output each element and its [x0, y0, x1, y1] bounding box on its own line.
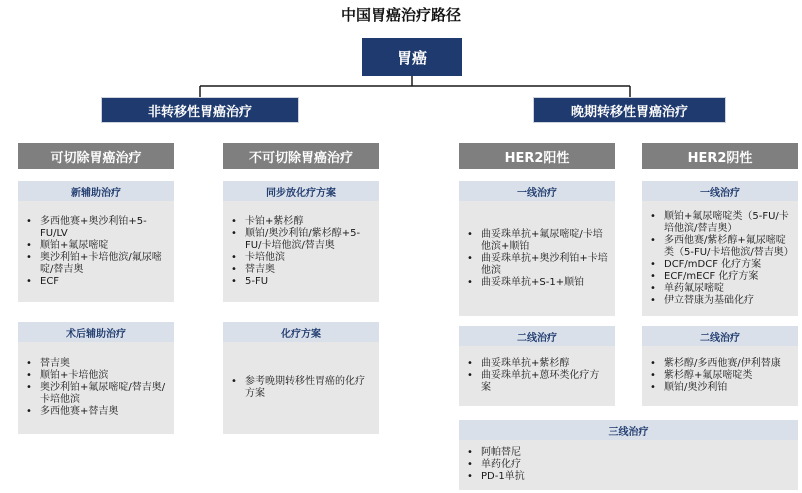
- branch-non-metastatic: 非转移性胃癌治疗: [101, 97, 299, 123]
- list-item: • 曲妥珠单抗+氟尿嘧啶/卡培他滨+顺铂: [467, 229, 609, 253]
- panel-heading: 二线治疗: [642, 326, 798, 346]
- subbranch-resectable: 可切除胃癌治疗: [18, 143, 174, 169]
- root-node-gastric-cancer: 胃癌: [362, 38, 462, 76]
- list-item: • 曲妥珠单抗+蒽环类化疗方案: [467, 370, 609, 394]
- panel-heading: 一线治疗: [459, 181, 615, 201]
- list-item: • 阿帕替尼: [467, 447, 792, 459]
- list-item: • 参考晚期转移性胃癌的化疗方案: [231, 376, 373, 400]
- list-item: • 单药氟尿嘧啶: [650, 283, 792, 295]
- page-title: 中国胃癌治疗路径: [340, 6, 461, 24]
- list-item: • 曲妥珠单抗+紫杉醇: [467, 358, 609, 370]
- list-item: • 奥沙利铂+氟尿嘧啶/替吉奥/卡培他滨: [26, 382, 168, 406]
- list-item: • 顺铂/奥沙利铂/紫杉醇+5-FU/卡培他滨/替吉奥: [231, 228, 373, 252]
- panel-heading: 新辅助治疗: [18, 181, 174, 201]
- subbranch-unresectable: 不可切除胃癌治疗: [223, 143, 379, 169]
- list-item: • 卡培他滨: [231, 252, 373, 264]
- panel-her2-negative-first-line: [642, 181, 798, 316]
- panel-her2-negative-second-line: [642, 326, 798, 406]
- list-item: • 多西他赛+奥沙利铂+5-FU/LV: [26, 216, 168, 240]
- list-item: • 顺铂+氟尿嘧啶类（5-FU/卡培他滨/替吉奥）: [650, 211, 792, 235]
- list-item: • 替吉奥: [26, 358, 168, 370]
- list-item: • 顺铂/奥沙利铂: [650, 382, 792, 394]
- panel-heading: 三线治疗: [459, 420, 798, 440]
- panel-heading: 二线治疗: [459, 326, 615, 346]
- list-item: • 顺铂+氟尿嘧啶: [26, 240, 168, 252]
- panel-adjuvant: [18, 322, 174, 434]
- list-item: • PD-1单抗: [467, 471, 792, 483]
- treatment-list: [650, 211, 792, 307]
- treatment-list: [650, 358, 792, 394]
- list-item: • 多西他赛/紫杉醇+氟尿嘧啶类（5-FU/卡培他滨/替吉奥）: [650, 235, 792, 259]
- treatment-list: [467, 229, 609, 289]
- list-item: • 紫杉醇+氟尿嘧啶类: [650, 370, 792, 382]
- panel-chemo-regimen: [223, 322, 379, 434]
- list-item: • 曲妥珠单抗+奥沙利铂+卡培他滨: [467, 253, 609, 277]
- treatment-list: [467, 358, 609, 394]
- subbranch-her2-negative: HER2阴性: [642, 143, 798, 169]
- treatment-list: [467, 447, 792, 483]
- treatment-list: [26, 216, 168, 288]
- list-item: • 替吉奥: [231, 264, 373, 276]
- panel-heading: 一线治疗: [642, 181, 798, 201]
- panel-neoadjuvant: [18, 181, 174, 302]
- list-item: • 顺铂+卡培他滨: [26, 370, 168, 382]
- list-item: • 单药化疗: [467, 459, 792, 471]
- list-item: • ECF/mECF 化疗方案: [650, 271, 792, 283]
- panel-her2-positive-first-line: [459, 181, 615, 316]
- list-item: • DCF/mDCF 化疗方案: [650, 259, 792, 271]
- list-item: • ECF: [26, 276, 168, 288]
- list-item: • 曲妥珠单抗+S-1+顺铂: [467, 277, 609, 289]
- list-item: • 5-FU: [231, 276, 373, 288]
- panel-her2-positive-second-line: [459, 326, 615, 406]
- panel-heading: 术后辅助治疗: [18, 322, 174, 342]
- panel-heading: 同步放化疗方案: [223, 181, 379, 201]
- panel-heading: 化疗方案: [223, 322, 379, 342]
- list-item: • 卡铂+紫杉醇: [231, 216, 373, 228]
- panel-concurrent-chemoradiation: [223, 181, 379, 302]
- list-item: • 多西他赛+替吉奥: [26, 406, 168, 418]
- list-item: • 伊立替康为基础化疗: [650, 295, 792, 307]
- treatment-list: [26, 358, 168, 418]
- panel-third-line: [459, 420, 798, 490]
- treatment-list: [231, 216, 373, 288]
- treatment-list: [231, 376, 373, 400]
- list-item: • 奥沙利铂+卡培他滨/氟尿嘧啶/替吉奥: [26, 252, 168, 276]
- list-item: • 紫杉醇/多西他赛/伊利替康: [650, 358, 792, 370]
- branch-advanced-metastatic: 晚期转移性胃癌治疗: [533, 97, 726, 123]
- subbranch-her2-positive: HER2阳性: [459, 143, 615, 169]
